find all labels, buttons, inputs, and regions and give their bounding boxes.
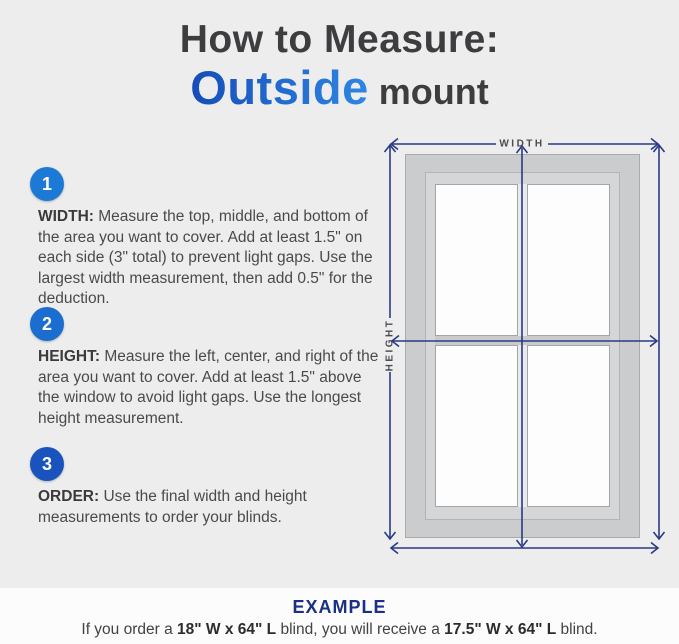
example-part: If you order a — [81, 621, 178, 638]
height-label: HEIGHT — [384, 318, 396, 372]
example-ordered-size: 18" W x 64" L — [177, 621, 277, 638]
title-line-1: How to Measure: — [179, 18, 500, 61]
step-3 — [30, 447, 382, 528]
step-lead: WIDTH: — [38, 208, 94, 225]
width-arrow — [391, 139, 658, 150]
step-badge: 2 — [30, 307, 64, 341]
measurement-arrows — [378, 128, 668, 598]
example-received-size: 17.5" W x 64" L — [444, 621, 557, 638]
step-badge: 1 — [30, 167, 64, 201]
step-badge: 3 — [30, 447, 64, 481]
example-heading: EXAMPLE — [292, 597, 387, 617]
center-horizontal-arrow — [392, 336, 657, 347]
page-title — [0, 20, 679, 112]
step-2 — [30, 307, 382, 429]
step-text — [38, 487, 382, 528]
title-line-2 — [0, 60, 679, 114]
window-measure-diagram — [378, 128, 668, 598]
step-body: Measure the left, center, and right of the area you want to cover. Add at least 1.5" above the window to avoid light gaps. Use the longest height measurement. — [38, 348, 379, 427]
step-lead: ORDER: — [38, 488, 100, 505]
example-footer — [0, 588, 679, 644]
example-sentence — [0, 621, 679, 639]
step-body: Measure the top, middle, and bottom of the area you want to cover. Add at least 1.5" on each side (3" total) to prevent light gaps. Use the largest width measurement, then add 0.5" for the deduction. — [38, 208, 373, 308]
title-highlight: Outside — [190, 60, 369, 114]
center-vertical-arrow — [517, 146, 528, 547]
step-text — [38, 347, 382, 429]
step-body: Use the final width and height measurements to order your blinds. — [38, 488, 307, 526]
width-label: WIDTH — [499, 138, 545, 150]
example-part: blind, you will receive a — [276, 621, 445, 638]
example-part: blind. — [556, 621, 598, 638]
step-lead: HEIGHT: — [38, 348, 100, 365]
step-text — [38, 207, 382, 310]
title-suffix: mount — [378, 70, 489, 112]
step-1 — [30, 167, 382, 310]
